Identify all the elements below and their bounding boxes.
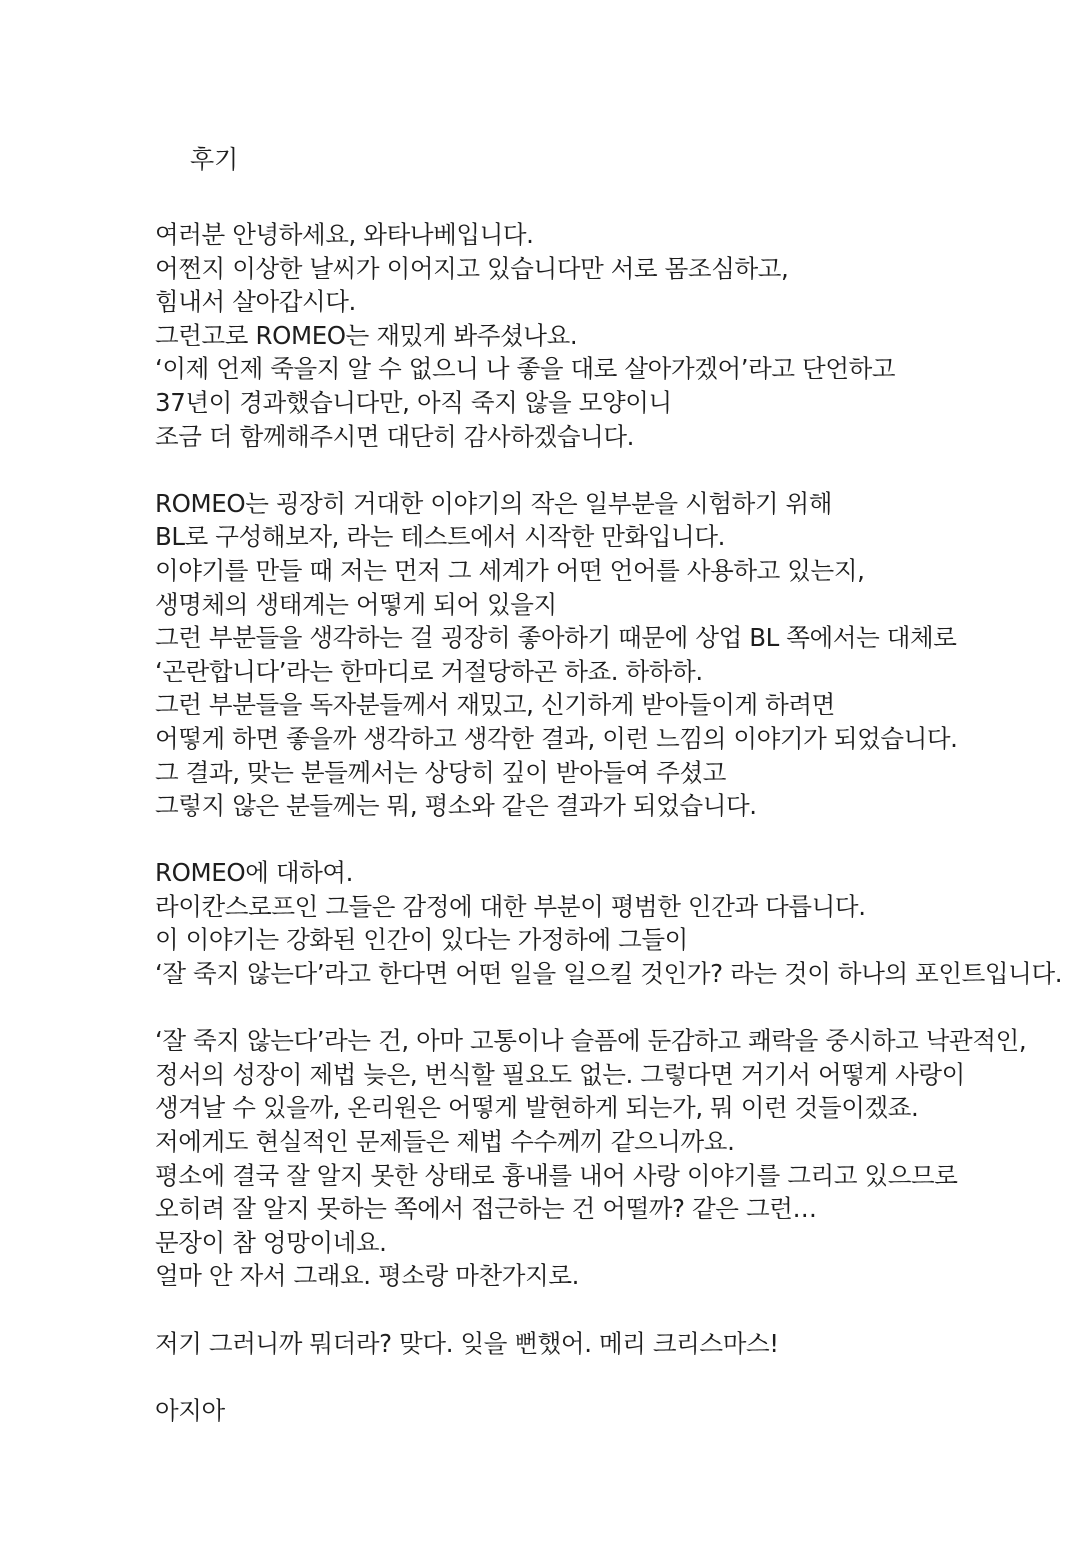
text-line: 생명체의 생태계는 어떻게 되어 있을지 bbox=[155, 589, 557, 619]
text-line: 어떻게 하면 좋을까 생각하고 생각한 결과, 이런 느낌의 이야기가 되었습니다. bbox=[155, 723, 958, 753]
text-line: BL로 구성해보자, 라는 테스트에서 시작한 만화입니다. bbox=[155, 522, 725, 552]
text-line: ‘이제 언제 죽을지 알 수 없으니 나 좋을 대로 살아가겠어’라고 단언하고 bbox=[155, 354, 896, 384]
text-line: 오히려 잘 알지 못하는 쪽에서 접근하는 건 어떨까? 같은 그런… bbox=[155, 1194, 817, 1224]
text-line: 평소에 결국 잘 알지 못한 상태로 흉내를 내어 사랑 이야기를 그리고 있으므로 bbox=[155, 1160, 958, 1190]
text-line: 어쩐지 이상한 날씨가 이어지고 있습니다만 서로 몸조심하고, bbox=[155, 253, 789, 283]
text-line: 얼마 안 자서 그래요. 평소랑 마찬가지로. bbox=[155, 1261, 579, 1291]
text-line: 이야기를 만들 때 저는 먼저 그 세계가 어떤 언어를 사용하고 있는지, bbox=[155, 555, 865, 585]
text-line: 저기 그러니까 뭐더라? 맞다. 잊을 뻔했어. 메리 크리스마스! bbox=[155, 1328, 779, 1358]
text-line: ROMEO는 굉장히 거대한 이야기의 작은 일부분을 시험하기 위해 bbox=[155, 488, 833, 518]
afterword-body bbox=[155, 218, 1063, 1427]
text-line: ‘잘 죽지 않는다’라고 한다면 어떤 일을 일으킬 것인가? 라는 것이 하나의 포인트입니다. bbox=[155, 959, 1063, 989]
text-line: 저에게도 현실적인 문제들은 제법 수수께끼 같으니까요. bbox=[155, 1127, 735, 1157]
text-line: 그런고로 ROMEO는 재밌게 봐주셨나요. bbox=[155, 320, 578, 350]
paragraph-closing bbox=[155, 1327, 1055, 1361]
page-title: 후기 bbox=[190, 145, 239, 174]
text-line: 그 결과, 맞는 분들께서는 상당히 깊이 받아들여 주셨고 bbox=[155, 757, 726, 787]
text-line: 정서의 성장이 제법 늦은, 번식할 필요도 없는. 그렇다면 거기서 어떻게 사랑이 bbox=[155, 1059, 965, 1089]
text-line: 여러분 안녕하세요, 와타나베입니다. bbox=[155, 220, 534, 249]
text-line: 그런 부분들을 생각하는 걸 굉장히 좋아하기 때문에 상업 BL 쪽에서는 대체로 bbox=[155, 623, 957, 653]
text-line: 37년이 경과했습니다만, 아직 죽지 않을 모양이니 bbox=[155, 387, 672, 417]
text-line: 라이칸스로프인 그들은 감정에 대한 부분이 평범한 인간과 다릅니다. bbox=[155, 891, 866, 921]
paragraph-theme bbox=[155, 1024, 1055, 1293]
paragraph-about-romeo bbox=[155, 856, 1063, 990]
text-line: 생겨날 수 있을까, 온리원은 어떻게 발현하게 되는가, 뭐 이런 것들이겠죠. bbox=[155, 1093, 919, 1123]
text-line: ROMEO에 대하여. bbox=[155, 858, 354, 888]
signature: 아지아 bbox=[155, 1395, 225, 1425]
text-line: 그런 부분들을 독자분들께서 재밌고, 신기하게 받아들이게 하려면 bbox=[155, 690, 835, 720]
paragraph-greeting bbox=[155, 218, 1055, 453]
text-line: 조금 더 함께해주시면 대단히 감사하겠습니다. bbox=[155, 421, 635, 451]
text-line: 이 이야기는 강화된 인간이 있다는 가정하에 그들이 bbox=[155, 925, 688, 955]
text-line: 힘내서 살아갑시다. bbox=[155, 287, 356, 317]
text-line: ‘잘 죽지 않는다’라는 건, 아마 고통이나 슬픔에 둔감하고 쾌락을 중시하고 낙관적인, bbox=[155, 1026, 1027, 1056]
text-line: ‘곤란합니다’라는 한마디로 거절당하곤 하죠. 하하하. bbox=[155, 656, 703, 686]
text-line: 그렇지 않은 분들께는 뭐, 평소와 같은 결과가 되었습니다. bbox=[155, 791, 757, 821]
paragraph-signature bbox=[155, 1394, 1055, 1428]
paragraph-origin bbox=[155, 487, 1055, 823]
text-line: 문장이 참 엉망이네요. bbox=[155, 1227, 387, 1257]
